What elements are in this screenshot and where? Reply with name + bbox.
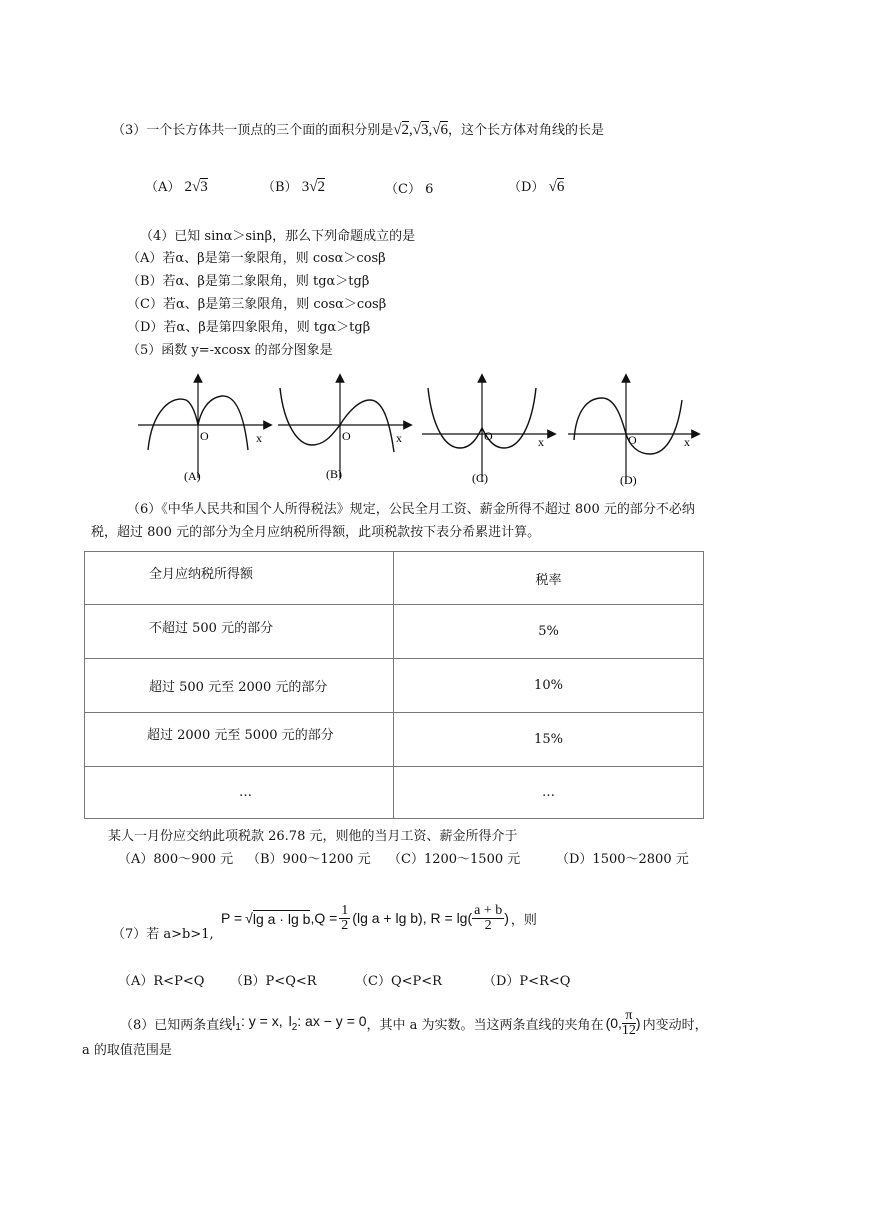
- graph-b: [278, 378, 408, 481]
- header-tax-rate: 税率: [535, 572, 562, 588]
- q3-areas: √2,√3,√6: [393, 122, 448, 138]
- svg-text:x: x: [684, 435, 690, 449]
- q4-option-a: （A）若α、β是第一象限角，则 cosα＞cosβ: [127, 251, 386, 266]
- svg-text:(B): (B): [326, 467, 342, 481]
- q6-option-d: （D）1500～2800 元: [556, 852, 689, 867]
- svg-text:O: O: [484, 429, 493, 443]
- q8-stem-line2: a 的取值范围是: [82, 1043, 172, 1058]
- svg-text:(D): (D): [620, 473, 637, 487]
- line-l1: $l_1$: y = x,: [232, 1013, 283, 1033]
- svg-text:(A): (A): [184, 469, 201, 483]
- graph-c: [422, 378, 552, 485]
- tax-rate-table: [84, 551, 704, 819]
- angle-interval: (0, $\frac{\pi}{12}$ ): [605, 1007, 641, 1038]
- q7-option-b: （B）P<Q<R: [230, 974, 317, 989]
- q7-option-d: （D）P<R<Q: [483, 974, 571, 989]
- line-l2: $l_2$: ax − y = 0: [288, 1013, 367, 1033]
- svg-text:x: x: [538, 435, 544, 449]
- q6-stem-line2: 税，超过 800 元的部分为全月应纳税所得额，此项税款按下表分希累进计算。: [91, 525, 541, 540]
- graph-a: [138, 378, 268, 483]
- table-row: 超过 2000 元至 5000 元的部分 15%: [85, 712, 704, 766]
- svg-text:(C): (C): [472, 471, 488, 485]
- q6-option-c: （C）1200～1500 元: [388, 852, 521, 867]
- q7-option-c: （C）Q<P<R: [355, 974, 442, 989]
- svg-text:x: x: [396, 431, 402, 445]
- q3-option-c: （C） 6: [385, 182, 434, 197]
- header-taxable-income: 全月应纳税所得额: [149, 566, 254, 582]
- q3-option-a: （A） 2√3: [145, 179, 208, 195]
- q6-option-b: （B）900～1200 元: [247, 852, 371, 867]
- q5-graphs: [130, 370, 710, 490]
- q7-stem: （7）若 a>b>1,: [112, 927, 214, 942]
- svg-text:O: O: [200, 429, 209, 443]
- q3-option-b: （B） 3√2: [262, 179, 325, 195]
- q4-option-d: （D）若α、β是第四象限角，则 tgα＞tgβ: [127, 320, 371, 335]
- q5-stem: （5）函数 y=-xcosx 的部分图象是: [127, 343, 333, 358]
- svg-text:O: O: [628, 433, 637, 447]
- q3-stem: （3）一个长方体共一顶点的三个面的面积分别是√2,√3,√6，这个长方体对角线的长是: [112, 122, 604, 138]
- q6-option-a: （A）800～900 元: [118, 852, 234, 867]
- q4-stem: （4）已知 sinα＞sinβ，那么下列命题成立的是: [140, 229, 416, 244]
- table-header-row: [85, 552, 704, 605]
- table-row: 超过 500 元至 2000 元的部分 10%: [85, 659, 704, 712]
- q6-question: 某人一月份应交纳此项税款 26.78 元，则他的当月工资、薪金所得介于: [108, 829, 518, 844]
- q7-option-a: （A）R<P<Q: [118, 974, 205, 989]
- q4-option-c: （C）若α、β是第三象限角，则 cosα＞cosβ: [127, 297, 387, 312]
- q3-option-d: （D） √6: [508, 179, 565, 195]
- svg-text:O: O: [342, 429, 351, 443]
- q7-formula: P = √ lg a · lg b ,Q = $\frac{1}{2}$ (lg a + lg b), R = lg( $\frac{a + b}{2}$ ) ，则: [221, 902, 537, 933]
- q4-option-b: （B）若α、β是第二象限角，则 tgα＞tgβ: [127, 274, 370, 289]
- table-row: 不超过 500 元的部分 5%: [85, 605, 704, 659]
- svg-text:x: x: [256, 431, 262, 445]
- q6-stem-line1: （6）《中华人民共和国个人所得税法》规定，公民全月工资、薪金所得不超过 800 元的部分不必纳: [127, 502, 695, 517]
- table-row: … …: [85, 766, 704, 818]
- q8-stem: （8）已知两条直线 $l_1$: y = x, $l_2$: ax − y = 0 ，其中 a 为实数。当这两条直线的夹角在 (0, $\frac{\pi}{12}$ ) 内变动时，: [120, 1007, 708, 1038]
- graph-d: [568, 378, 696, 487]
